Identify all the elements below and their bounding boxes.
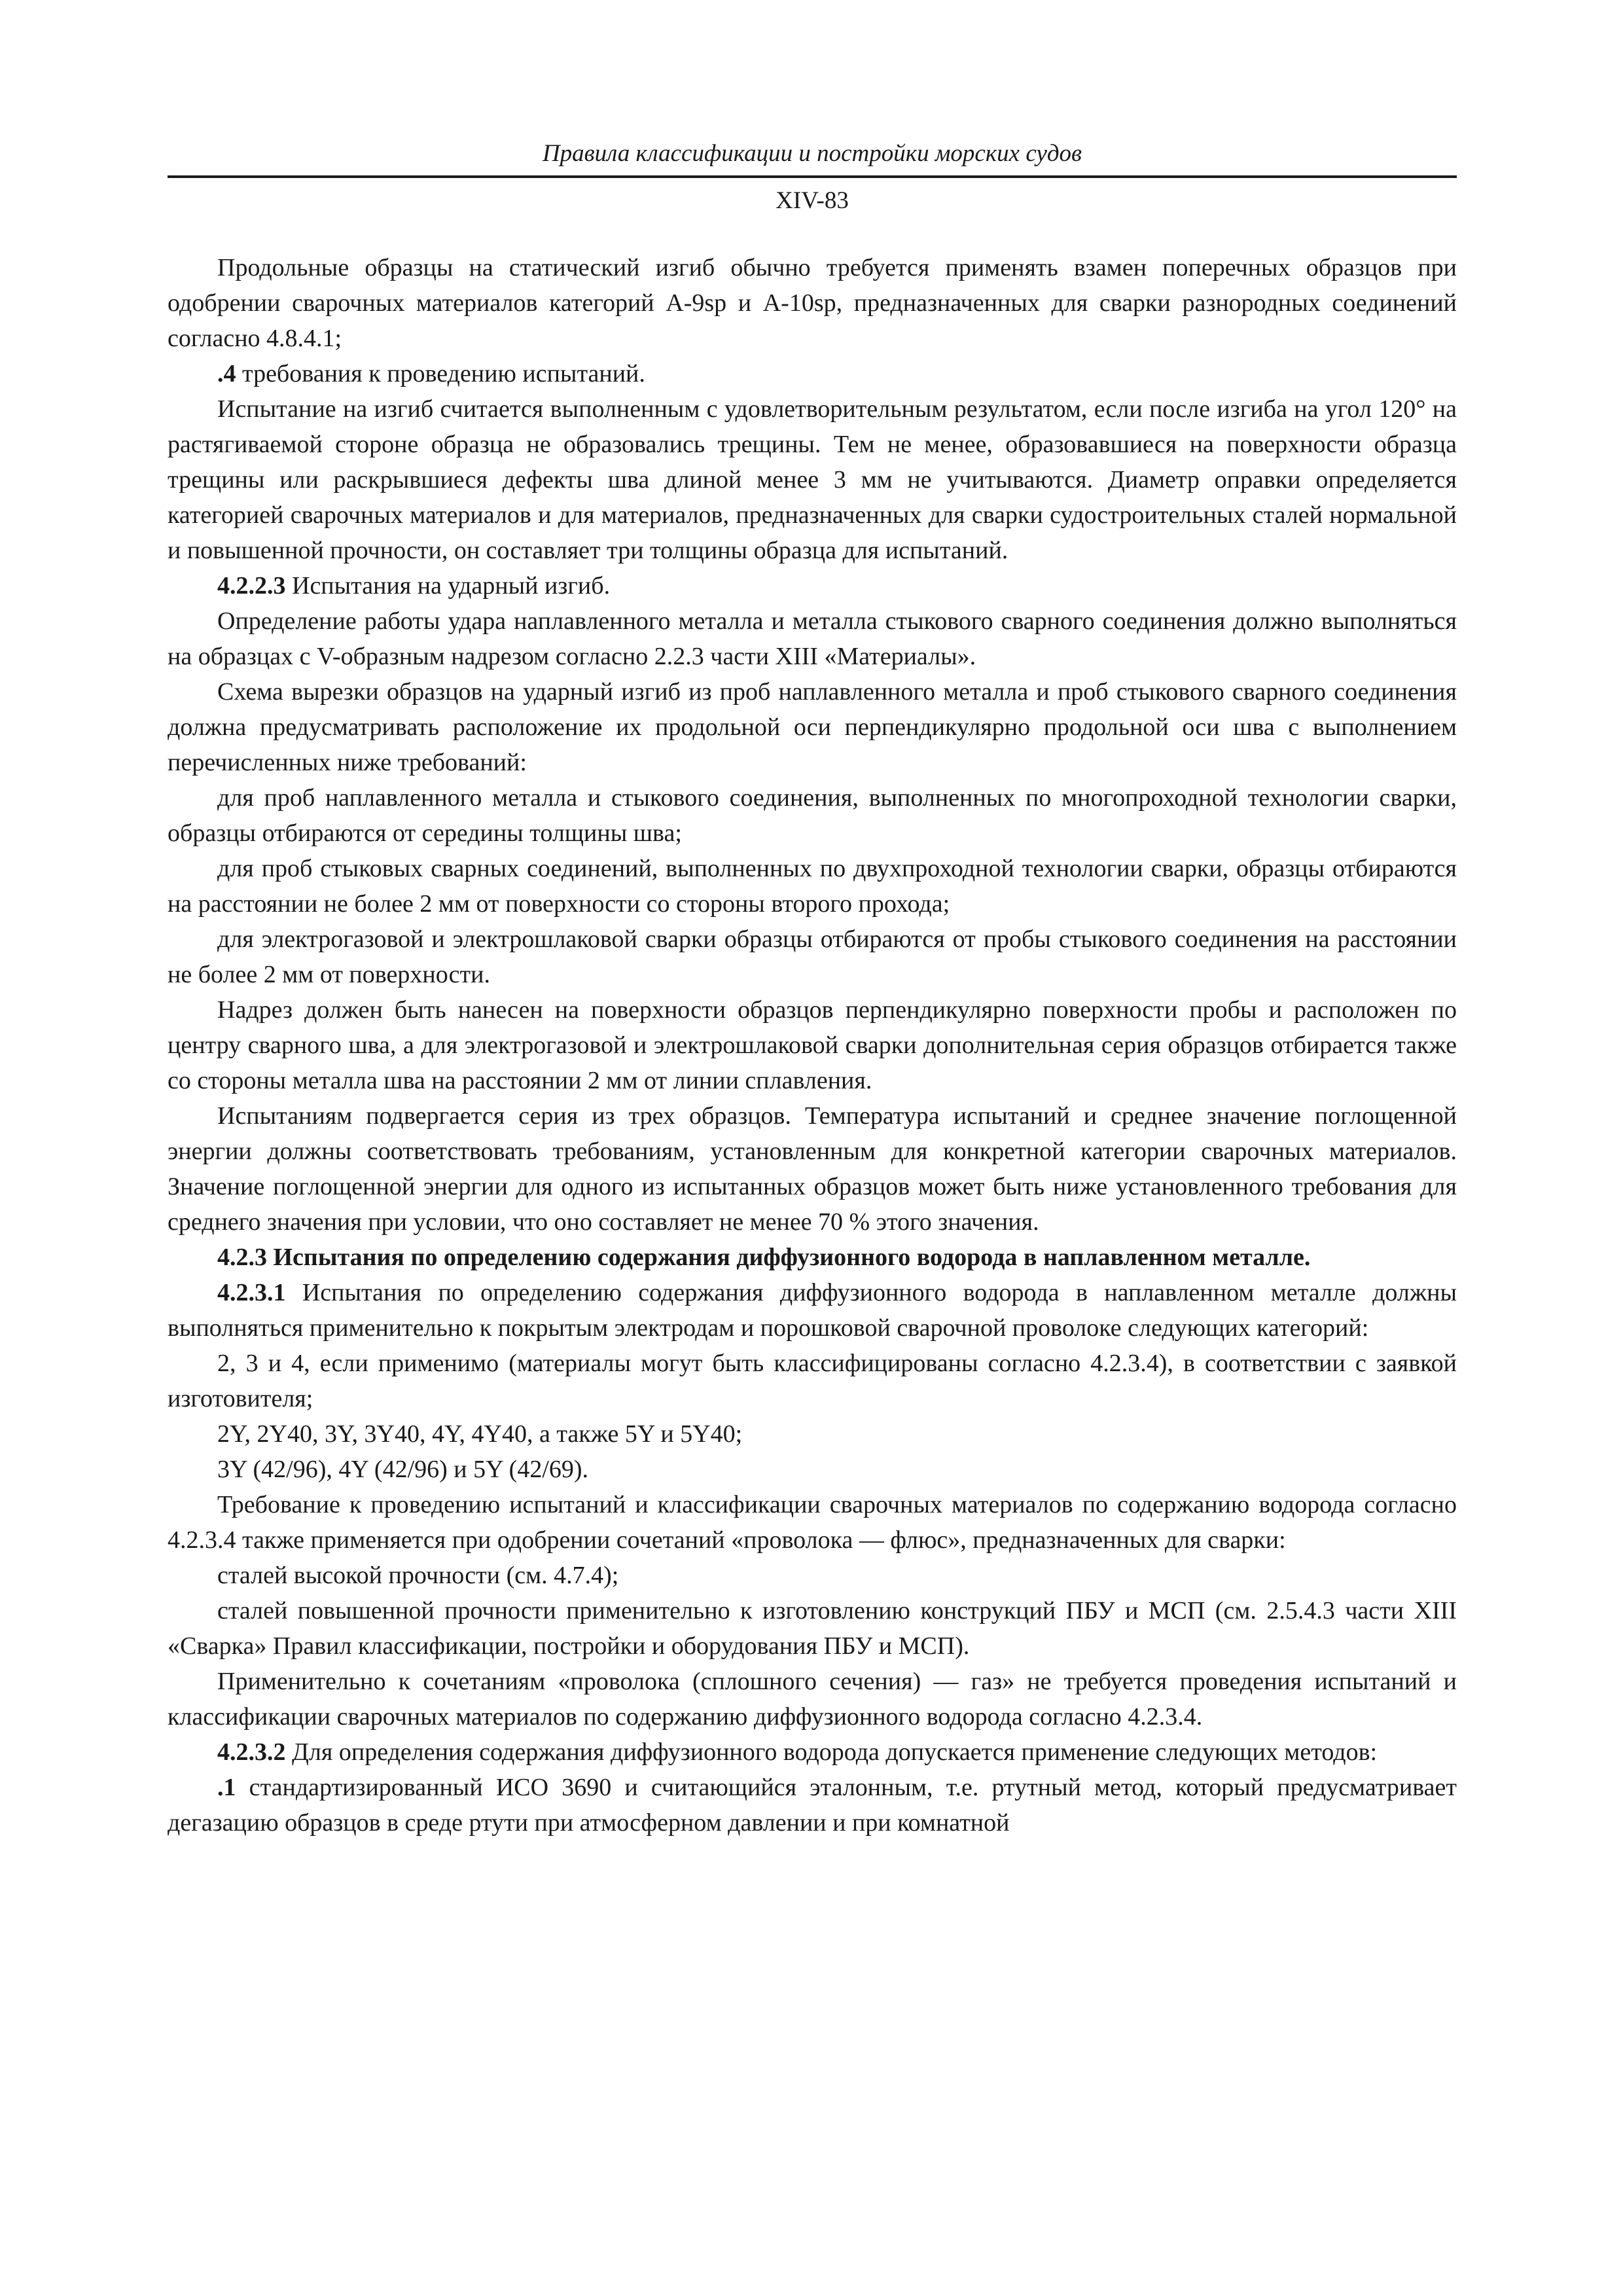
paragraph: .1 стандартизированный ИСО 3690 и считающийся эталонным, т.е. ртутный метод, который предусматривает дегазацию образцов в среде ртути при атмосферном давлении и при комнатной	[168, 1774, 1457, 1837]
paragraph: сталей высокой прочности (см. 4.7.4);	[217, 1562, 619, 1589]
paragraph: Испытаниям подвергается серия из трех образцов. Температура испытаний и среднее значение поглощенной энергии должны соответствовать требованиям, установленным для конкретной категории сварочных материалов. Значение поглощенной энергии для одного из испытанных образцов может быть ниже установленного требования для среднего значения при условии, что оно составляет не менее 70 % этого значения.	[168, 1102, 1457, 1236]
paragraph: 4.2.2.3 Испытания на ударный изгиб.	[217, 572, 611, 600]
header-rule	[168, 175, 1457, 178]
paragraph: для проб стыковых сварных соединений, выполненных по двухпроходной технологии сварки, образцы отбираются на расстоянии не более 2 мм от поверхности со стороны второго прохода;	[168, 855, 1457, 918]
paragraph: 4.2.3.1 Испытания по определению содержания диффузионного водорода в наплавленном металле должны выполняться применительно к покрытым электродам и порошковой сварочной проволоке следующих категорий:	[168, 1279, 1457, 1342]
paragraph: Надрез должен быть нанесен на поверхности образцов перпендикулярно поверхности пробы и расположен по центру сварного шва, а для электрогазовой и электрошлаковой сварки дополнительная серия образцов отбирается также со стороны металла шва на расстоянии 2 мм от линии сплавления.	[168, 996, 1457, 1094]
paragraph: Продольные образцы на статический изгиб обычно требуется применять взамен поперечных образцов при одобрении сварочных материалов категорий A-9sp и A-10sp, предназначенных для сварки разнородных соединений согласно 4.8.4.1;	[168, 254, 1457, 352]
paragraph: Схема вырезки образцов на ударный изгиб из проб наплавленного металла и проб стыкового сварного соединения должна предусматривать расположение их продольной оси перпендикулярно продольной оси шва с выполнением перечисленных ниже требований:	[168, 678, 1457, 776]
paragraph: для электрогазовой и электрошлаковой сварки образцы отбираются от пробы стыкового соединения на расстоянии не более 2 мм от поверхности.	[168, 925, 1457, 988]
paragraph: Требование к проведению испытаний и классификации сварочных материалов по содержанию водорода согласно 4.2.3.4 также применяется при одобрении сочетаний «проволока — флюс», предназначенных для сварки:	[168, 1491, 1457, 1554]
paragraph: .4 требования к проведению испытаний.	[217, 360, 645, 387]
paragraph: для проб наплавленного металла и стыкового соединения, выполненных по многопроходной технологии сварки, образцы отбираются от середины толщины шва;	[168, 784, 1457, 847]
section-heading: 4.2.3 Испытания по определению содержания диффузионного водорода в наплавленном металле.	[217, 1244, 1311, 1271]
paragraph: 3Y (42/96), 4Y (42/96) и 5Y (42/69).	[217, 1456, 589, 1483]
body-text	[168, 250, 1457, 1840]
paragraph: Определение работы удара наплавленного металла и металла стыкового сварного соединения должно выполняться на образцах с V-образным надрезом согласно 2.2.3 части XIII «Материалы».	[168, 607, 1457, 670]
paragraph: сталей повышенной прочности применительно к изготовлению конструкций ПБУ и МСП (см. 2.5.4.3 части XIII «Сварка» Правил классификации, постройки и оборудования ПБУ и МСП).	[168, 1597, 1457, 1660]
paragraph: 4.2.3.2 Для определения содержания диффузионного водорода допускается применение следующих методов:	[217, 1738, 1378, 1766]
paragraph: Применительно к сочетаниям «проволока (сплошного сечения) — газ» не требуется проведения испытаний и классификации сварочных материалов по содержанию диффузионного водорода согласно 4.2.3.4.	[168, 1668, 1457, 1731]
paragraph: Испытание на изгиб считается выполненным с удовлетворительным результатом, если после изгиба на угол 120° на растягиваемой стороне образца не образовались трещины. Тем не менее, образовавшиеся на поверхности образца трещины или раскрывшиеся дефекты шва длиной менее 3 мм не учитываются. Диаметр оправки определяется категорией сварочных материалов и для материалов, предназначенных для сварки судостроительных сталей нормальной и повышенной прочности, он составляет три толщины образца для испытаний.	[168, 395, 1457, 564]
page-number: XIV-83	[776, 187, 849, 214]
paragraph: 2Y, 2Y40, 3Y, 3Y40, 4Y, 4Y40, а также 5Y и 5Y40;	[217, 1420, 743, 1448]
running-title: Правила классификации и постройки морских судов	[542, 140, 1082, 167]
paragraph: 2, 3 и 4, если применимо (материалы могут быть классифицированы согласно 4.2.3.4), в соответствии с заявкой изготовителя;	[168, 1350, 1457, 1412]
